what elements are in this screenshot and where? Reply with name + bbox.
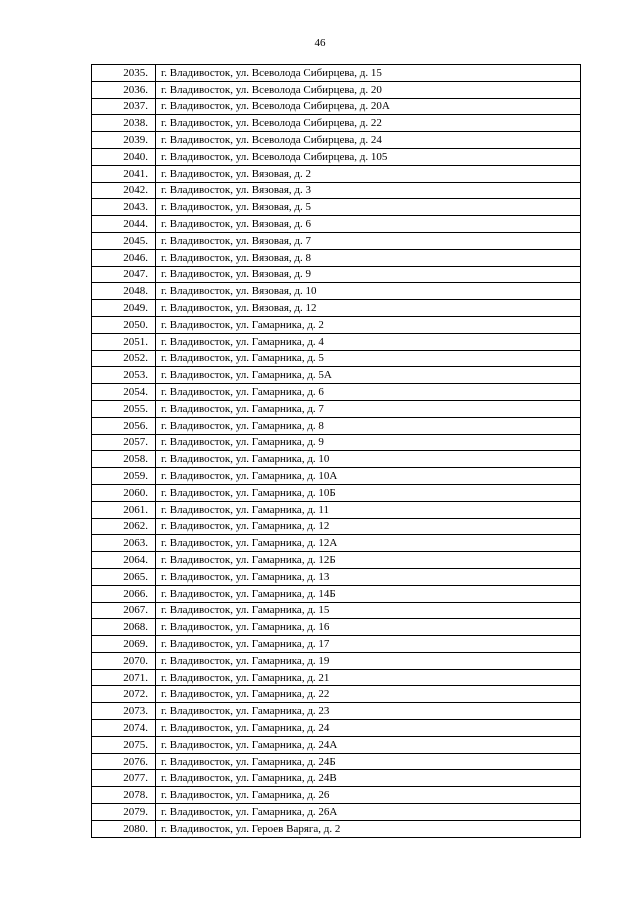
row-number: 2078. xyxy=(92,787,156,804)
row-number: 2066. xyxy=(92,585,156,602)
row-address: г. Владивосток, ул. Гамарника, д. 12А xyxy=(156,535,581,552)
row-number: 2045. xyxy=(92,232,156,249)
table-row xyxy=(92,300,581,317)
row-address: г. Владивосток, ул. Всеволода Сибирцева, д. 105 xyxy=(156,148,581,165)
row-address: г. Владивосток, ул. Гамарника, д. 24 xyxy=(156,720,581,737)
row-address: г. Владивосток, ул. Вязовая, д. 2 xyxy=(156,165,581,182)
row-address: г. Владивосток, ул. Гамарника, д. 24А xyxy=(156,736,581,753)
row-address: г. Владивосток, ул. Гамарника, д. 24Б xyxy=(156,753,581,770)
table-row xyxy=(92,216,581,233)
row-address: г. Владивосток, ул. Вязовая, д. 7 xyxy=(156,232,581,249)
table-row xyxy=(92,434,581,451)
row-number: 2042. xyxy=(92,182,156,199)
table-row xyxy=(92,636,581,653)
row-address: г. Владивосток, ул. Гамарника, д. 9 xyxy=(156,434,581,451)
table-row xyxy=(92,669,581,686)
row-number: 2047. xyxy=(92,266,156,283)
row-address: г. Владивосток, ул. Гамарника, д. 6 xyxy=(156,384,581,401)
table-row xyxy=(92,249,581,266)
row-number: 2070. xyxy=(92,652,156,669)
row-address: г. Владивосток, ул. Гамарника, д. 10 xyxy=(156,451,581,468)
row-address: г. Владивосток, ул. Гамарника, д. 19 xyxy=(156,652,581,669)
row-address: г. Владивосток, ул. Гамарника, д. 12 xyxy=(156,518,581,535)
table-row xyxy=(92,417,581,434)
row-number: 2035. xyxy=(92,65,156,82)
row-address: г. Владивосток, ул. Гамарника, д. 2 xyxy=(156,316,581,333)
row-address: г. Владивосток, ул. Вязовая, д. 5 xyxy=(156,199,581,216)
table-row xyxy=(92,232,581,249)
table-row xyxy=(92,770,581,787)
row-number: 2039. xyxy=(92,132,156,149)
row-number: 2036. xyxy=(92,81,156,98)
row-number: 2077. xyxy=(92,770,156,787)
table-row xyxy=(92,602,581,619)
row-address: г. Владивосток, ул. Гамарника, д. 11 xyxy=(156,501,581,518)
table-row xyxy=(92,132,581,149)
row-number: 2063. xyxy=(92,535,156,552)
page-number: 46 xyxy=(314,37,326,49)
row-address: г. Владивосток, ул. Гамарника, д. 24В xyxy=(156,770,581,787)
row-address: г. Владивосток, ул. Вязовая, д. 10 xyxy=(156,283,581,300)
table-row xyxy=(92,199,581,216)
row-number: 2061. xyxy=(92,501,156,518)
table-row xyxy=(92,703,581,720)
row-number: 2038. xyxy=(92,115,156,132)
row-address: г. Владивосток, ул. Гамарника, д. 13 xyxy=(156,568,581,585)
table-row xyxy=(92,115,581,132)
table-row xyxy=(92,686,581,703)
table-row xyxy=(92,81,581,98)
row-address: г. Владивосток, ул. Гамарника, д. 8 xyxy=(156,417,581,434)
row-address: г. Владивосток, ул. Всеволода Сибирцева, д. 24 xyxy=(156,132,581,149)
table-row xyxy=(92,367,581,384)
row-address: г. Владивосток, ул. Гамарника, д. 22 xyxy=(156,686,581,703)
row-number: 2040. xyxy=(92,148,156,165)
table-row xyxy=(92,400,581,417)
address-table-body xyxy=(92,65,581,838)
table-row xyxy=(92,501,581,518)
table-row xyxy=(92,148,581,165)
table-row xyxy=(92,518,581,535)
row-number: 2079. xyxy=(92,804,156,821)
row-address: г. Владивосток, ул. Вязовая, д. 6 xyxy=(156,216,581,233)
table-row xyxy=(92,820,581,837)
table-row xyxy=(92,65,581,82)
row-number: 2065. xyxy=(92,568,156,585)
row-number: 2069. xyxy=(92,636,156,653)
table-row xyxy=(92,98,581,115)
table-row xyxy=(92,316,581,333)
row-address: г. Владивосток, ул. Гамарника, д. 26А xyxy=(156,804,581,821)
table-row xyxy=(92,182,581,199)
row-number: 2064. xyxy=(92,552,156,569)
row-address: г. Владивосток, ул. Всеволода Сибирцева, д. 20 xyxy=(156,81,581,98)
row-address: г. Владивосток, ул. Гамарника, д. 21 xyxy=(156,669,581,686)
table-row xyxy=(92,585,581,602)
row-address: г. Владивосток, ул. Гамарника, д. 26 xyxy=(156,787,581,804)
row-number: 2080. xyxy=(92,820,156,837)
row-address: г. Владивосток, ул. Всеволода Сибирцева, д. 15 xyxy=(156,65,581,82)
row-address: г. Владивосток, ул. Вязовая, д. 8 xyxy=(156,249,581,266)
table-row xyxy=(92,165,581,182)
table-row xyxy=(92,451,581,468)
table-row xyxy=(92,619,581,636)
table-row xyxy=(92,753,581,770)
row-address: г. Владивосток, ул. Всеволода Сибирцева, д. 22 xyxy=(156,115,581,132)
row-address: г. Владивосток, ул. Гамарника, д. 5А xyxy=(156,367,581,384)
table-row xyxy=(92,720,581,737)
row-number: 2055. xyxy=(92,400,156,417)
row-number: 2073. xyxy=(92,703,156,720)
table-row xyxy=(92,535,581,552)
row-number: 2058. xyxy=(92,451,156,468)
row-address: г. Владивосток, ул. Гамарника, д. 5 xyxy=(156,350,581,367)
row-number: 2076. xyxy=(92,753,156,770)
row-address: г. Владивосток, ул. Гамарника, д. 23 xyxy=(156,703,581,720)
table-row xyxy=(92,804,581,821)
row-number: 2072. xyxy=(92,686,156,703)
row-address: г. Владивосток, ул. Всеволода Сибирцева, д. 20А xyxy=(156,98,581,115)
row-number: 2056. xyxy=(92,417,156,434)
row-address: г. Владивосток, ул. Гамарника, д. 12Б xyxy=(156,552,581,569)
row-address: г. Владивосток, ул. Гамарника, д. 4 xyxy=(156,333,581,350)
row-address: г. Владивосток, ул. Гамарника, д. 17 xyxy=(156,636,581,653)
row-number: 2060. xyxy=(92,484,156,501)
row-number: 2067. xyxy=(92,602,156,619)
table-row xyxy=(92,266,581,283)
table-row xyxy=(92,787,581,804)
row-number: 2050. xyxy=(92,316,156,333)
row-number: 2059. xyxy=(92,468,156,485)
row-address: г. Владивосток, ул. Героев Варяга, д. 2 xyxy=(156,820,581,837)
row-address: г. Владивосток, ул. Гамарника, д. 15 xyxy=(156,602,581,619)
row-number: 2052. xyxy=(92,350,156,367)
table-row xyxy=(92,484,581,501)
row-number: 2046. xyxy=(92,249,156,266)
row-address: г. Владивосток, ул. Гамарника, д. 16 xyxy=(156,619,581,636)
row-number: 2048. xyxy=(92,283,156,300)
row-number: 2054. xyxy=(92,384,156,401)
row-address: г. Владивосток, ул. Гамарника, д. 10А xyxy=(156,468,581,485)
table-row xyxy=(92,283,581,300)
row-number: 2068. xyxy=(92,619,156,636)
table-row xyxy=(92,552,581,569)
row-number: 2037. xyxy=(92,98,156,115)
row-number: 2075. xyxy=(92,736,156,753)
row-number: 2057. xyxy=(92,434,156,451)
row-number: 2043. xyxy=(92,199,156,216)
row-number: 2074. xyxy=(92,720,156,737)
table-row xyxy=(92,350,581,367)
row-number: 2044. xyxy=(92,216,156,233)
row-number: 2049. xyxy=(92,300,156,317)
row-address: г. Владивосток, ул. Вязовая, д. 12 xyxy=(156,300,581,317)
row-address: г. Владивосток, ул. Гамарника, д. 14Б xyxy=(156,585,581,602)
table-row xyxy=(92,468,581,485)
row-number: 2062. xyxy=(92,518,156,535)
row-number: 2071. xyxy=(92,669,156,686)
table-row xyxy=(92,568,581,585)
table-row xyxy=(92,333,581,350)
row-address: г. Владивосток, ул. Вязовая, д. 3 xyxy=(156,182,581,199)
table-row xyxy=(92,652,581,669)
row-number: 2053. xyxy=(92,367,156,384)
row-address: г. Владивосток, ул. Гамарника, д. 10Б xyxy=(156,484,581,501)
row-number: 2051. xyxy=(92,333,156,350)
address-table xyxy=(91,64,581,838)
row-address: г. Владивосток, ул. Гамарника, д. 7 xyxy=(156,400,581,417)
table-row xyxy=(92,384,581,401)
row-address: г. Владивосток, ул. Вязовая, д. 9 xyxy=(156,266,581,283)
table-row xyxy=(92,736,581,753)
row-number: 2041. xyxy=(92,165,156,182)
